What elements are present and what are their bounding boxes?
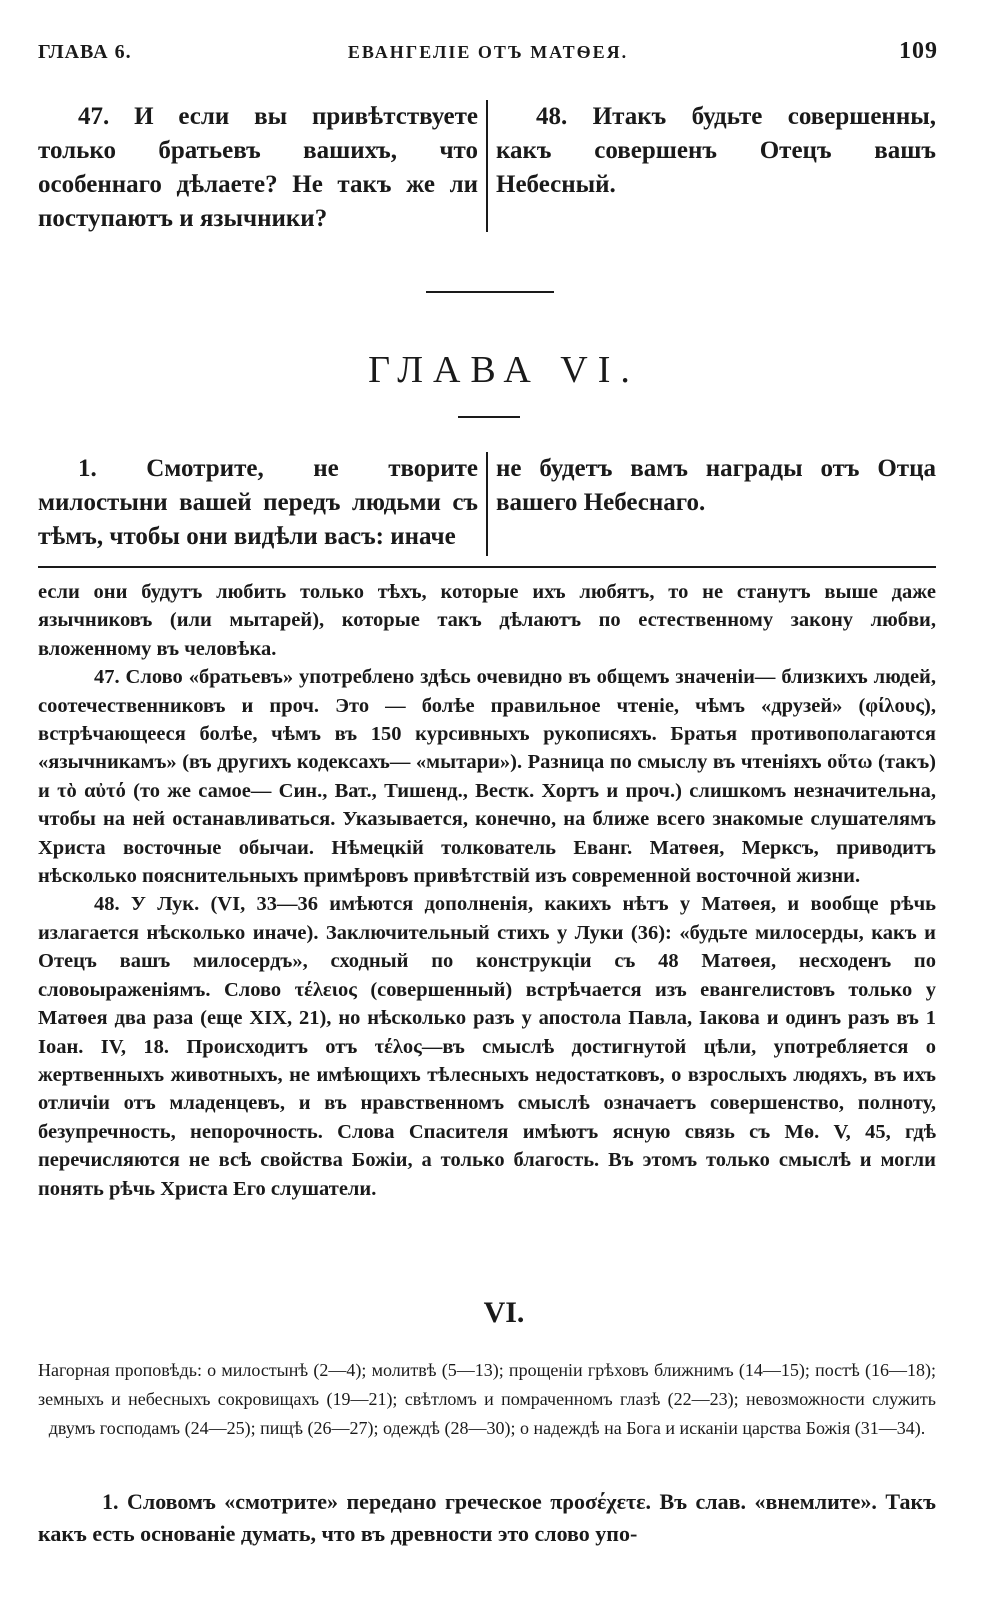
commentary-paragraph: 48. У Лук. (VI, 33—36 имѣются дополненія, какихъ нѣтъ у Матѳея, и вообще рѣчь излагается нѣсколько иначе). Заключительный стихъ у Луки (36): «будьте милосерды, какъ и Отецъ вашъ милосердъ», сходный по конструкціи съ 48 Матѳея, несходенъ по словоыраженіямъ. Слово τέλειος (совершенный) встрѣчается изъ евангелистовъ только у Матѳея два раза (еще XIX, 21), но нѣсколько разъ у апостола Павла, Іакова и одинъ разъ въ 1 Іоан. IV, 18. Происходитъ отъ τέλος—въ смыслѣ достигнутой цѣли, употребляется о жертвенныхъ животныхъ, не имѣющихъ тѣлесныхъ недостатковъ, о взрослыхъ людяхъ, въ ихъ отличіи отъ младенцевъ, и въ нравственномъ смыслѣ означаетъ совершенство, полноту, безупречность, непорочность. Слова Спасителя имѣютъ ясную связь съ Мѳ. V, 45, гдѣ перечисляются не всѣ свойства Божіи, а только благость. Въ этомъ только смыслѣ и могли понять рѣчь Христа Его слушатели. xyxy=(38,893,936,1200)
section-heading: VI. xyxy=(483,1296,525,1329)
verse-1: 1. Смотрите, не творите милостыни вашей передъ людьми съ тѣмъ, чтобы они видѣли васъ: иначе xyxy=(38,455,478,550)
verse-column-right xyxy=(488,100,936,236)
commentary-paragraph: если они будутъ любить только тѣхъ, которые ихъ любятъ, то не станутъ выше даже язычниковъ (или мытарей), которые такъ дѣлаютъ по естественному закону любви, вложенному въ человѣка. xyxy=(38,581,936,660)
verse-47: 47. И если вы привѣтствуете только братьевъ вашихъ, что особеннаго дѣлаете? Не такъ же ли поступаютъ и язычники? xyxy=(38,103,478,232)
commentary-separator xyxy=(38,566,936,568)
section-rule-top xyxy=(426,291,554,293)
verse-column-right xyxy=(488,452,936,556)
commentary-final xyxy=(38,1486,936,1550)
commentary xyxy=(38,578,936,1203)
chapter-title: ГЛАВА VI. xyxy=(368,349,640,391)
chapter-label: ГЛАВА 6. xyxy=(38,41,132,63)
commentary-paragraph: 1. Словомъ «смотрите» передано греческое προσέχετε. Въ слав. «внемлите». Такъ какъ есть основаніе думать, что въ древности это слово упо- xyxy=(38,1489,936,1546)
verse-columns-top xyxy=(38,100,936,236)
verse-1-continued: не будетъ вамъ награды отъ Отца вашего Небеснаго. xyxy=(496,455,936,516)
commentary-paragraph: 47. Слово «братьевъ» употреблено здѣсь очевидно въ общемъ значеніи— близкихъ людей, соотечественниковъ и проч. Это — болѣе правильное чтеніе, чѣмъ «друзей» (φίλους), встрѣчающееся болѣе, чѣмъ въ 150 курсивныхъ рукописяхъ. Братья противополагаются «язычникамъ» (въ другихъ кодексахъ— «мытари»). Разница по смыслу въ чтеніяхъ οὕτω (такъ) и τὸ αὐτό (то же самое— Син., Ват., Тишенд., Вестк. Хортъ и проч.) слишкомъ незначительна, чтобы на ней останавливаться. Указывается, конечно, на ближе всего знакомые слушателямъ Христа восточные обычаи. Нѣмецкій толкователь Еванг. Матѳея, Мерксъ, приводитъ нѣсколько пояснительныхъ примѣровъ привѣтствій изъ современной восточной жизни. xyxy=(38,666,936,888)
verse-48: 48. Итакъ будьте совершенны, какъ совершенъ Отецъ вашъ Небесный. xyxy=(496,103,936,198)
book-title: ЕВАНГЕЛІЕ ОТЪ МАТѲЕЯ. xyxy=(347,42,629,62)
verse-columns-chapter xyxy=(38,452,936,556)
verse-column-left xyxy=(38,100,486,236)
chapter-title-rule xyxy=(458,416,520,418)
chapter-summary: Нагорная проповѣдь: о милостынѣ (2—4); молитвѣ (5—13); прощеніи грѣховъ ближнимъ (14—15); постѣ (16—18); земныхъ и небесныхъ сокровищахъ (19—21); свѣтломъ и помраченномъ глазѣ (22—23); невозможности служить двумъ господамъ (24—25); пищѣ (26—27); одеждѣ (28—30); о надеждѣ на Бога и исканіи царства Божія (31—34). xyxy=(38,1360,936,1438)
running-head xyxy=(38,38,938,65)
page-number: 109 xyxy=(899,38,938,64)
verse-column-left xyxy=(38,452,486,556)
